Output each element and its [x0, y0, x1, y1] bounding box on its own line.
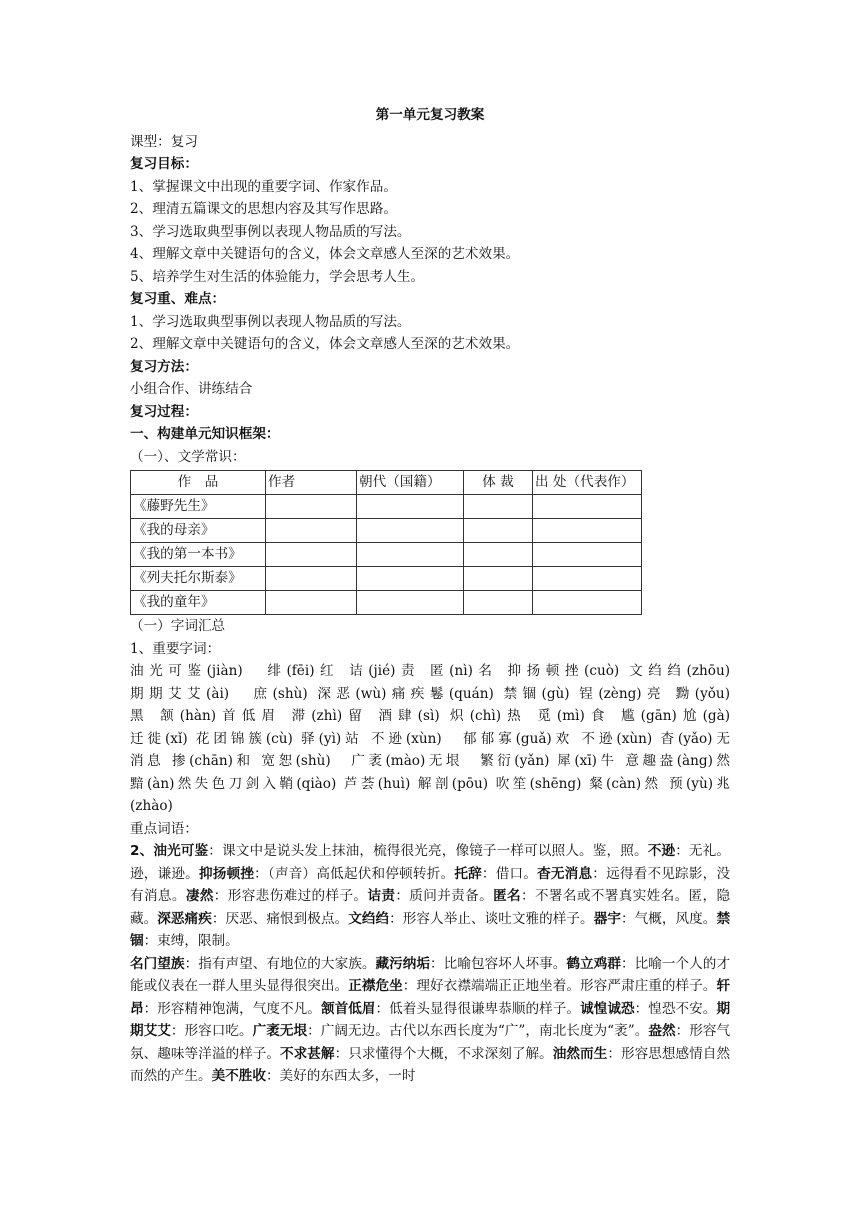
table-header: 朝代（国籍） [357, 471, 464, 495]
term-definition: ：比喻一个人的才能或仪表在一群人里头显得很突出。 [130, 955, 731, 994]
term: 凄然 [185, 888, 214, 904]
term-definition: ：厌恶、痛恨到极点。 [211, 910, 349, 927]
term: 美不胜收 [211, 1068, 266, 1084]
table-row [131, 591, 642, 615]
term: 诚惶诚恐 [580, 1000, 635, 1017]
term-definition: ：气概，风度。 [620, 910, 717, 927]
work-title: 《列夫托尔斯泰》 [131, 567, 266, 591]
method-text: 小组合作、讲练结合 [130, 381, 253, 397]
term-definition: ：形容思想感情自然而然的产生。 [130, 1045, 731, 1084]
table-row [131, 543, 642, 567]
table-header-row [131, 471, 642, 495]
term: 正襟危坐 [348, 978, 403, 994]
words-sub: 1、重要字词： [130, 640, 221, 657]
term-definition: ：借口。 [481, 865, 538, 882]
literary-label: （一）、文学常识： [130, 448, 246, 465]
term: 藏污纳垢 [375, 955, 431, 972]
term-definition: ：惶恐不安。 [634, 1000, 717, 1017]
term: 杳无消息 [537, 865, 593, 882]
key-point-item: 1、学习选取典型事例以表现人物品质的写法。 [130, 313, 411, 330]
goal-item: 4、理解文章中关键语句的含义，体会文章感人至深的艺术效果。 [130, 246, 520, 262]
table-header: 体 裁 [464, 471, 533, 495]
definitions-block-1 [130, 840, 730, 953]
term: 匿名 [493, 888, 521, 904]
term-definition: ：理好衣襟端端正正地坐着。形容严肃庄重的样子。 [402, 978, 717, 994]
term: 轩昂 [130, 978, 731, 1017]
term: 不逊 [647, 843, 676, 859]
work-title: 《藤野先生》 [131, 495, 266, 519]
term: 器宇 [593, 910, 621, 927]
work-title: 《我的第一本书》 [131, 543, 266, 567]
term: 盎然 [648, 1023, 676, 1039]
goal-item: 5、培养学生对生活的体验能力，学会思考人生。 [130, 268, 425, 285]
key-point-item: 2、理解文章中关键语句的含义，体会文章感人至深的艺术效果。 [130, 336, 520, 352]
term: 禁锢 [130, 910, 731, 949]
process-heading: 复习过程： [130, 403, 198, 420]
document-page [130, 104, 730, 1088]
term-definition: ：质问并责备。 [395, 888, 494, 904]
table-row [131, 495, 642, 519]
term: 抑扬顿挫 [198, 865, 255, 882]
table-header: 作者 [266, 471, 357, 495]
term: 2、油光可鉴 [130, 843, 209, 859]
word-line: 迁徙(xǐ) 花团锦簇(cù) 驿(yì)站 不逊(xùn) 郁郁寡(guǎ)欢 不逊(xùn) 杳(yǎo)无 [130, 730, 730, 747]
goal-item: 2、理清五篇课文的思想内容及其写作思路。 [130, 201, 397, 217]
term-definition: ：远得看不见踪影，没有消息。 [130, 865, 731, 904]
term: 期期艾艾 [130, 1000, 731, 1039]
term: 诘责 [367, 888, 396, 904]
course-type: 课型：复习 [130, 133, 198, 150]
term: 鹤立鸡群 [566, 955, 621, 972]
work-title: 《我的童年》 [131, 591, 266, 615]
table-row [131, 567, 642, 591]
work-title: 《我的母亲》 [131, 519, 266, 543]
definitions-paragraph [130, 840, 730, 1088]
goals-heading: 复习目标： [130, 156, 198, 172]
term-definition: ：指有声望、有地位的大家族。 [184, 955, 376, 972]
term-definition: ：只求懂得个大概，不求深刻了解。 [334, 1045, 553, 1062]
section-heading: 一、构建单元知识框架： [130, 426, 280, 442]
term-definition: ：无礼。逊，谦逊。 [130, 843, 730, 882]
literature-table [130, 470, 642, 615]
word-line: 期期艾艾(ài) 庶(shù) 深恶(wù)痛疾鬈(quán) 禁锢(gù) 锃(zèng)亮 黝(yǒu) [130, 685, 730, 702]
term-definition: ：束缚，限制。 [143, 933, 239, 949]
term: 文绉绉 [348, 910, 390, 927]
term: 广袤无垠 [252, 1023, 308, 1039]
term-definition: ：不署名或不署真实姓名。匿，隐藏。 [130, 888, 731, 927]
goal-item: 1、掌握课文中出现的重要字词、作家作品。 [130, 178, 397, 195]
term: 不求甚解 [280, 1045, 335, 1062]
term-definition: ：（声音）高低起伏和停顿转折。 [254, 865, 455, 882]
term-definition: ：课文中是说头发上抹油，梳得很光亮，像镜子一样可以照人。鉴，照。 [208, 843, 648, 859]
term: 托辞 [454, 865, 482, 882]
table-row [131, 519, 642, 543]
words-label: （一）字词汇总 [130, 618, 226, 634]
table-header: 作 品 [131, 471, 266, 495]
term: 名门望族 [130, 955, 185, 972]
term-definition: ：低着头显得很谦卑恭顺的样子。 [375, 1000, 581, 1017]
term-definition: ：形容人举止、谈吐文雅的样子。 [389, 910, 594, 927]
method-heading: 复习方法： [130, 358, 198, 375]
word-line: 油光可鉴(jiàn) 绯(fēi)红 诘(jié)责 匿(nì)名 抑扬顿挫(cuò) 文绉绉(zhōu) [130, 663, 730, 679]
key-words-label: 重点词语： [130, 820, 198, 837]
word-line: 黯(àn)然失色刀剑入鞘(qiào) 芦荟(huì) 解剖(pōu) 吹笙(shēng) 粲(càn)然 预(yù)兆 [130, 775, 730, 792]
word-line: 黑 颔(hàn)首低眉 滞(zhì)留 酒肆(sì) 炽(chì)热 觅(mì)食 尴(gān)尬(gà) [130, 708, 730, 724]
word-line: 消息 掺(chān)和 宽恕(shù) 广袤(mào)无垠 繁衍(yǎn) 犀(xī)牛 意趣盎(àng)然 [130, 753, 730, 769]
goal-item: 3、学习选取典型事例以表现人物品质的写法。 [130, 223, 411, 240]
page-title: 第一单元复习教案 [375, 107, 485, 123]
term-definition: ：形容悲伤难过的样子。 [213, 888, 368, 904]
term-definition: ：比喻包容坏人坏事。 [430, 955, 567, 972]
term: 深恶痛疾 [157, 910, 212, 927]
term: 颔首低眉 [320, 1000, 376, 1017]
word-line: (zhào) [130, 798, 173, 814]
term-definition: ：形容口吃。 [170, 1023, 253, 1039]
term-definition: ：形容精神饱满，气度不凡。 [143, 1000, 321, 1017]
table-header: 出 处（代表作） [533, 471, 642, 495]
term-definition: ：广阔无边。古代以东西长度为“广”，南北长度为“袤”。 [307, 1023, 649, 1039]
definitions-block-2 [130, 953, 730, 1088]
term: 油然而生 [552, 1045, 608, 1062]
term-definition: ：美好的东西太多，一时 [265, 1068, 416, 1084]
key-points-heading: 复习重、难点： [130, 291, 226, 307]
term-definition: ：形容气氛、趣味等洋溢的样子。 [130, 1023, 731, 1062]
